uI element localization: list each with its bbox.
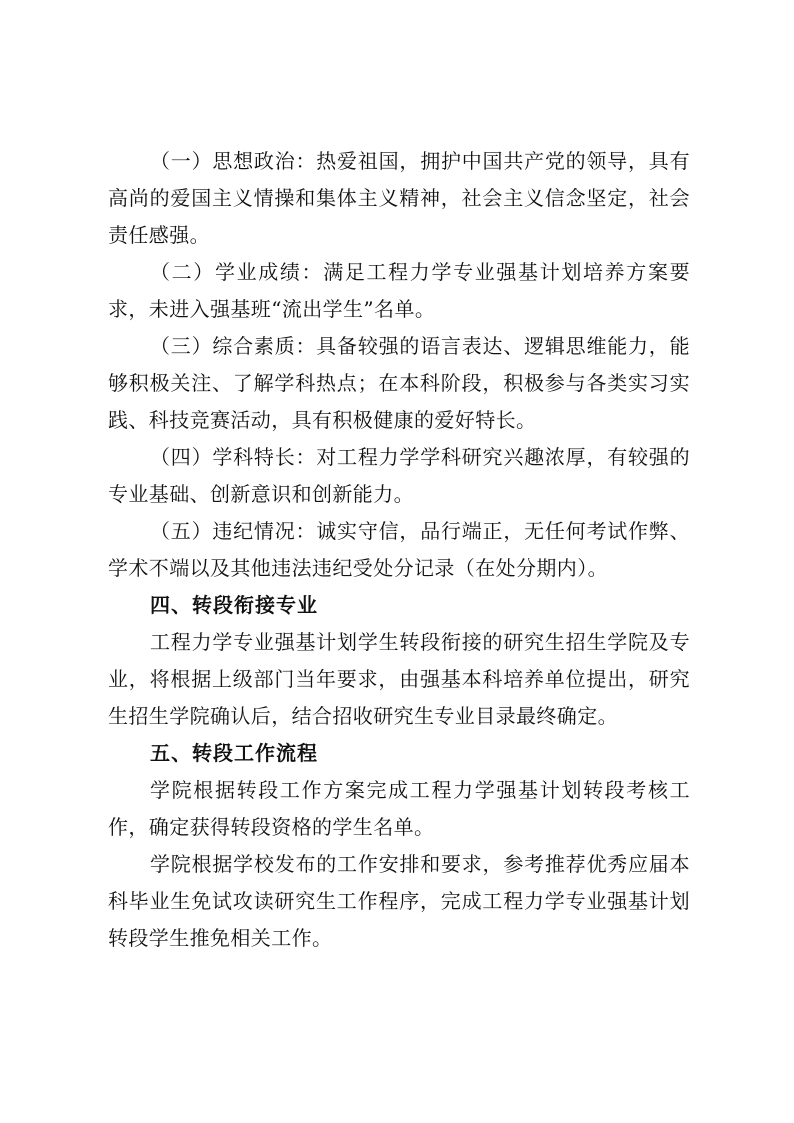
paragraph-academic: （二）学业成绩：满足工程力学专业强基计划培养方案要求，未进入强基班“流出学生”名单。 <box>108 260 690 321</box>
document-body <box>108 143 690 957</box>
section-heading-5: 五、转段工作流程 <box>150 741 318 765</box>
paragraph-subject-specialty: （四）学科特长：对工程力学学科研究兴趣浓厚，有较强的专业基础、创新意识和创新能力。 <box>108 445 690 506</box>
paragraph-process-1: 学院根据转段工作方案完成工程力学强基计划转段考核工作，确定获得转段资格的学生名单。 <box>108 778 690 839</box>
paragraph-transfer-major: 工程力学专业强基计划学生转段衔接的研究生招生学院及专业，将根据上级部门当年要求，由强基本科培养单位提出，研究生招生学院确认后，结合招收研究生专业目录最终确定。 <box>108 630 690 728</box>
paragraph-discipline: （五）违纪情况：诚实守信，品行端正，无任何考试作弊、学术不端以及其他违法违纪受处分记录（在处分期内）。 <box>108 519 690 580</box>
paragraph-comprehensive: （三）综合素质：具备较强的语言表达、逻辑思维能力，能够积极关注、了解学科热点；在本科阶段，积极参与各类实习实践、科技竞赛活动，具有积极健康的爱好特长。 <box>108 334 690 432</box>
paragraph-political: （一）思想政治：热爱祖国，拥护中国共产党的领导，具有高尚的爱国主义情操和集体主义精神，社会主义信念坚定，社会责任感强。 <box>108 149 690 247</box>
paragraph-process-2: 学院根据学校发布的工作安排和要求，参考推荐优秀应届本科毕业生免试攻读研究生工作程序，完成工程力学专业强基计划转段学生推免相关工作。 <box>108 852 690 950</box>
section-heading-4: 四、转段衔接专业 <box>150 593 318 617</box>
